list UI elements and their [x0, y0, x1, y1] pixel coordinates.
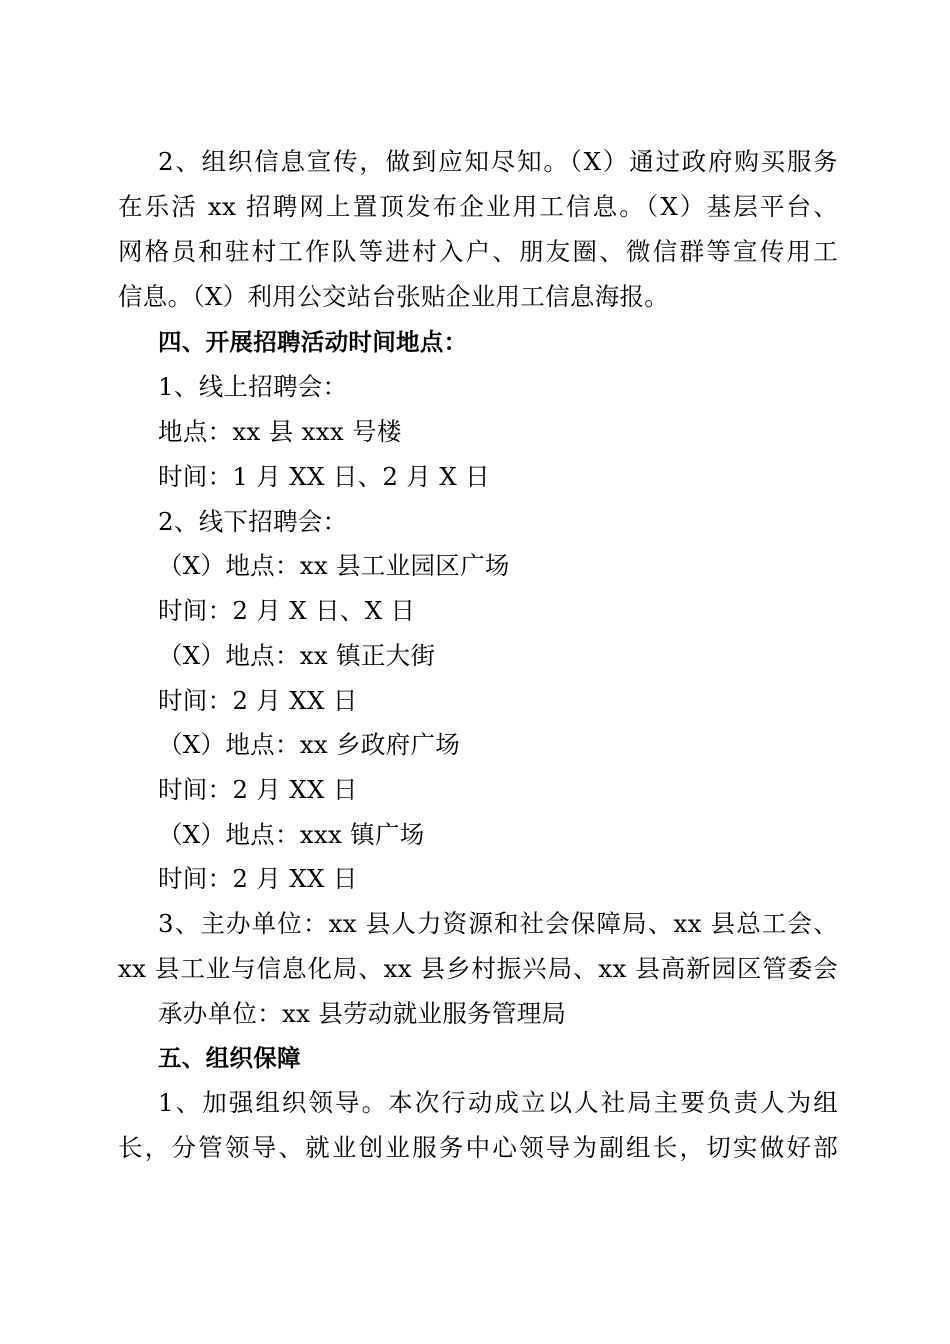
venue-location: （X）地点：xxx 镇广场 — [158, 820, 425, 849]
paragraph-line: 长，分管领导、就业创业服务中心领导为副组长，切实做好部 — [118, 1133, 838, 1162]
paragraph-line: 2、组织信息宣传，做到应知尽知。（X）通过政府购买服务 — [158, 147, 838, 176]
section-heading: 四、开展招聘活动时间地点： — [158, 328, 468, 356]
venue-location: （X）地点：xx 乡政府广场 — [158, 730, 461, 759]
host-organizers-line: 3、主办单位：xx 县人力资源和社会保障局、xx 县总工会、 — [158, 909, 838, 938]
paragraph-line: 网格员和驻村工作队等进村入户、朋友圈、微信群等宣传用工 — [118, 237, 838, 266]
paragraph-line: 信息。（X）利用公交站台张贴企业用工信息海报。 — [118, 282, 670, 311]
venue-location: （X）地点：xx 县工业园区广场 — [158, 551, 510, 580]
venue-time: 时间：2 月 XX 日 — [158, 775, 358, 804]
online-fair-location: 地点：xx 县 xxx 号楼 — [158, 417, 402, 446]
host-organizers-line: xx 县工业与信息化局、xx 县乡村振兴局、xx 县高新园区管委会 — [118, 954, 838, 983]
co-organizer: 承办单位：xx 县劳动就业服务管理局 — [158, 999, 567, 1028]
offline-fair-label: 2、线下招聘会： — [158, 507, 348, 536]
online-fair-label: 1、线上招聘会： — [158, 372, 348, 401]
venue-time: 时间：2 月 XX 日 — [158, 686, 358, 715]
venue-time: 时间：2 月 X 日、X 日 — [158, 596, 416, 625]
online-fair-time: 时间：1 月 XX 日、2 月 X 日 — [158, 462, 490, 491]
paragraph-line: 在乐活 xx 招聘网上置顶发布企业用工信息。（X）基层平台、 — [118, 192, 838, 221]
venue-location: （X）地点：xx 镇正大街 — [158, 641, 436, 670]
section-heading: 五、组织保障 — [158, 1044, 301, 1072]
venue-time: 时间：2 月 XX 日 — [158, 864, 358, 893]
paragraph-line: 1、加强组织领导。本次行动成立以人社局主要负责人为组 — [158, 1088, 838, 1117]
